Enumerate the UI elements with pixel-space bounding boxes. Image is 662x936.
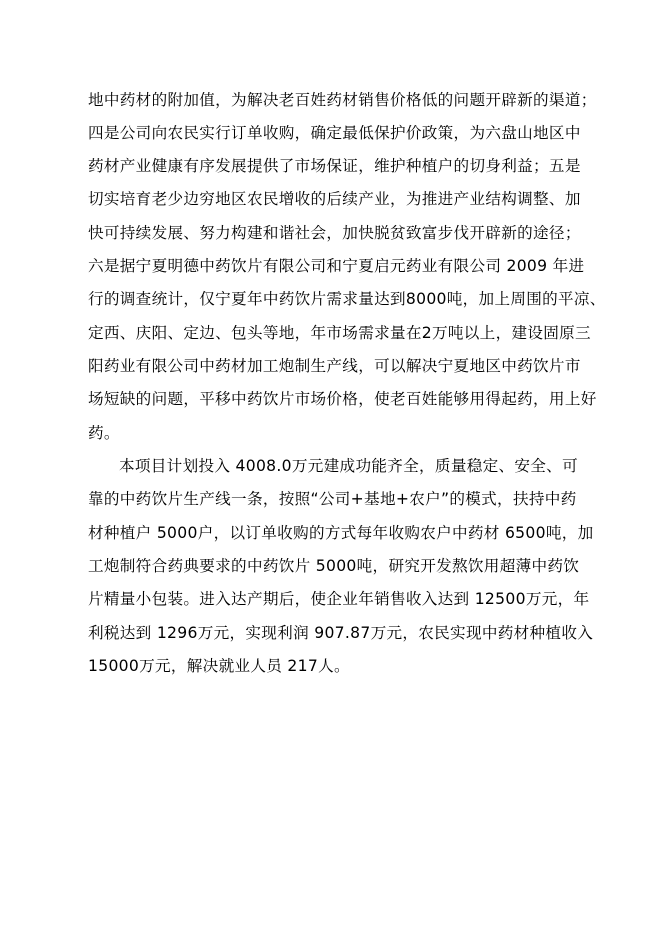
text-line: 工炮制符合药典要求的中药饮片 5000吨，研究开发熬饮用超薄中药饮 xyxy=(88,557,580,575)
text-line: 15000万元，解决就业人员 217人。 xyxy=(88,657,350,675)
text-line: 药。 xyxy=(88,424,120,442)
text-line: 定西、庆阳、定边、包头等地，年市场需求量在2万吨以上，建设固原三 xyxy=(88,324,591,342)
text-line: 利税达到 1296万元，实现利润 907.87万元，农民实现中药材种植收入 xyxy=(88,624,594,642)
text-line: 四是公司向农民实行订单收购，确定最低保护价政策，为六盘山地区中 xyxy=(88,124,581,142)
text-line: 药材产业健康有序发展提供了市场保证，维护种植户的切身利益；五是 xyxy=(88,157,581,175)
text-line: 靠的中药饮片生产线一条，按照“公司+基地+农户”的模式，扶持中药 xyxy=(88,490,577,508)
text-line: 六是据宁夏明德中药饮片有限公司和宁夏启元药业有限公司 2009 年进 xyxy=(88,257,585,275)
text-line: 快可持续发展、努力构建和谐社会，加快脱贫致富步伐开辟新的途径； xyxy=(88,224,581,242)
paragraph-first-line: 本项目计划投入 4008.0万元建成功能齐全，质量稳定、安全、可 xyxy=(119,457,578,475)
text-line: 行的调查统计，仅宁夏年中药饮片需求量达到8000吨，加上周围的平凉、 xyxy=(88,290,606,308)
text-line: 地中药材的附加值，为解决老百姓药材销售价格低的问题开辟新的渠道； xyxy=(88,91,597,109)
text-line: 场短缺的问题，平移中药饮片市场价格，使老百姓能够用得起药，用上好 xyxy=(88,390,597,408)
text-line: 材种植户 5000户，以订单收购的方式每年收购农户中药材 6500吨，加 xyxy=(88,524,594,542)
text-line: 切实培育老少边穷地区农民增收的后续产业，为推进产业结构调整、加 xyxy=(88,190,581,208)
text-line: 片精量小包装。进入达产期后，使企业年销售收入达到 12500万元，年 xyxy=(88,590,590,608)
text-line: 阳药业有限公司中药材加工炮制生产线，可以解决宁夏地区中药饮片市 xyxy=(88,357,581,375)
